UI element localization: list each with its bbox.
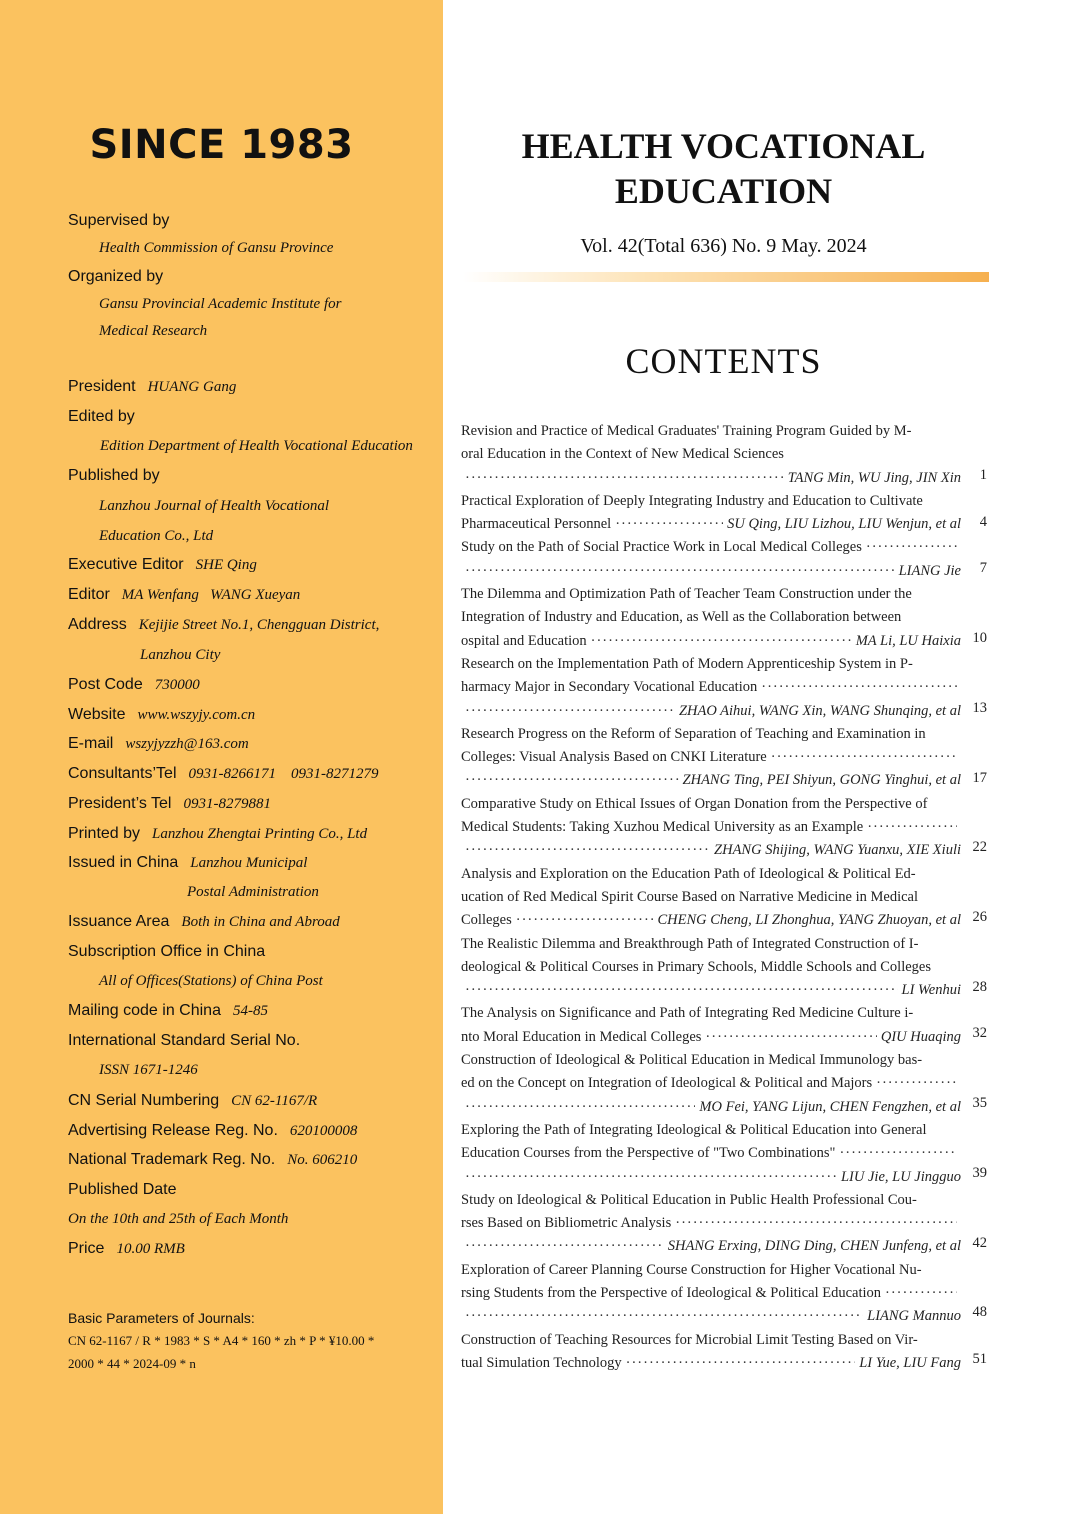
toc-entry[interactable] [461, 653, 961, 723]
toc-title-line: ucation of Red Medical Spirit Course Based on Narrative Medicine in Medical [461, 888, 919, 905]
printed-label: Printed by [68, 825, 141, 842]
president-label: President [68, 378, 136, 395]
toc-authors: CHENG Cheng, LI Zhonghua, YANG Zhuoyan, et al [657, 912, 961, 929]
toc-title-line [461, 746, 961, 769]
toc-author-line [461, 700, 961, 723]
consultants-value: 0931-8266171 0931-8271279 [188, 766, 379, 782]
exec-editor-line [68, 556, 257, 574]
organized-label: Organized by [68, 268, 164, 285]
toc-authors: LI Yue, LIU Fang [859, 1354, 961, 1371]
published-value-2: Education Co., Ltd [99, 528, 214, 544]
toc-author-line [461, 513, 961, 536]
toc-title-text: ed on the Concept on Integration of Ideological & Political and Majors [461, 1075, 873, 1092]
toc-author-line [461, 467, 961, 490]
toc-title-line: nto Moral Education in Medical Colleges [461, 1028, 702, 1045]
toc-title-text: Medical Students: Taking Xuzhou Medical University as an Example [461, 819, 864, 836]
dot-leader [866, 536, 957, 559]
adv-line [68, 1122, 357, 1140]
toc-entry[interactable] [461, 1189, 961, 1259]
toc-title-line: Construction of Ideological & Political Education in Medical Immunology bas- [461, 1052, 923, 1069]
trademark-value: No. 606210 [287, 1152, 358, 1168]
dot-leader [626, 1352, 856, 1375]
toc-entry[interactable] [461, 420, 961, 490]
toc-entry[interactable] [461, 1002, 961, 1049]
toc-title-line: Study on Ideological & Political Education in Public Health Professional Cou- [461, 1191, 917, 1208]
toc-page-number: 10 [972, 630, 987, 646]
editor-line [68, 586, 300, 604]
dot-leader [615, 513, 723, 536]
presidents-tel-value: 0931-8279881 [183, 796, 271, 812]
toc-title-line: Practical Exploration of Deeply Integrating Industry and Education to Cultivate [461, 492, 923, 509]
toc-authors: ZHAO Aihui, WANG Xin, WANG Shunqing, et al [678, 702, 961, 719]
toc-authors: LIANG Jie [898, 562, 961, 579]
toc-title-line [461, 1282, 961, 1305]
toc-authors: SHANG Erxing, DING Ding, CHEN Junfeng, et al [667, 1238, 961, 1255]
toc-entry[interactable] [461, 933, 961, 1003]
issuance-value: Both in China and Abroad [181, 914, 340, 930]
toc-author-line [461, 909, 961, 932]
toc-list [461, 420, 961, 1375]
address-line [68, 616, 379, 634]
toc-authors: LI Wenhui [901, 982, 961, 999]
toc-title-line [461, 676, 961, 699]
website-label: Website [68, 706, 126, 723]
basic-params-line-2: 2000 * 44 * 2024-09 * n [68, 1356, 196, 1371]
toc-entry[interactable] [461, 583, 961, 653]
cn-label: CN Serial Numbering [68, 1092, 220, 1109]
toc-page-number: 28 [972, 979, 987, 995]
toc-title-line: Integration of Industry and Education, as Well as the Collaboration between [461, 609, 902, 626]
toc-title-line [461, 816, 961, 839]
printed-value: Lanzhou Zhengtai Printing Co., Ltd [152, 826, 368, 842]
dot-leader [465, 839, 710, 862]
toc-title-text: Colleges: Visual Analysis Based on CNKI Literature [461, 749, 767, 766]
toc-author-line [461, 1305, 961, 1328]
dot-leader [876, 1072, 957, 1095]
address-value-1: Kejijie Street No.1, Chengguan District, [138, 617, 380, 633]
journal-title [463, 124, 984, 214]
basic-params-line-1: CN 62-1167 / R * 1983 * S * A4 * 160 * zh * P * ¥10.00 * [68, 1333, 375, 1348]
trademark-label: National Trademark Reg. No. [68, 1151, 276, 1168]
toc-title-text: harmacy Major in Secondary Vocational Education [461, 679, 758, 696]
edited-value: Edition Department of Health Vocational Education [100, 438, 413, 454]
toc-title-line: The Analysis on Significance and Path of Integrating Red Medicine Culture i- [461, 1005, 914, 1022]
trademark-line [68, 1151, 357, 1169]
toc-author-line [461, 560, 961, 583]
published-label: Published by [68, 467, 160, 484]
adv-label: Advertising Release Reg. No. [68, 1122, 278, 1139]
toc-title-line: Exploration of Career Planning Course Construction for Higher Vocational Nu- [461, 1261, 922, 1278]
toc-title-line: Exploring the Path of Integrating Ideological & Political Education into General [461, 1121, 927, 1138]
toc-page-number: 32 [972, 1025, 987, 1041]
dot-leader [465, 467, 784, 490]
toc-title-text: rses Based on Bibliometric Analysis [461, 1215, 672, 1232]
cn-line [68, 1092, 317, 1110]
toc-title-line [461, 1212, 961, 1235]
presidents-tel-line [68, 795, 271, 813]
toc-title-line: Revision and Practice of Medical Graduates' Training Program Guided by M- [461, 423, 912, 439]
toc-title-line: The Realistic Dilemma and Breakthrough Path of Integrated Construction of I- [461, 935, 919, 952]
dot-leader [465, 1166, 837, 1189]
edited-label: Edited by [68, 408, 135, 425]
toc-title-line: oral Education in the Context of New Medical Sciences [461, 446, 784, 463]
toc-title-line: Pharmaceutical Personnel [461, 516, 612, 533]
dot-leader [867, 816, 957, 839]
issuance-line [68, 913, 340, 931]
toc-title-line: Research on the Implementation Path of Modern Apprenticeship System in P- [461, 655, 913, 672]
issuance-label: Issuance Area [68, 913, 170, 930]
issn-label: International Standard Serial No. [68, 1032, 301, 1049]
toc-page-number: 1 [979, 467, 987, 483]
toc-title-line [461, 536, 961, 559]
website-value: www.wszyjy.com.cn [137, 707, 256, 723]
organized-value-1: Gansu Provincial Academic Institute for [99, 296, 342, 312]
toc-title-text: rsing Students from the Perspective of Ideological & Political Education [461, 1284, 882, 1301]
toc-author-line [461, 1166, 961, 1189]
toc-title-line: Colleges [461, 912, 512, 929]
toc-author-line [461, 1096, 961, 1119]
presidents-tel-label: President’s Tel [68, 795, 172, 812]
website-line [68, 706, 255, 724]
consultants-line [68, 765, 379, 783]
issued-label: Issued in China [68, 854, 179, 871]
published-value-1: Lanzhou Journal of Health Vocational [99, 498, 329, 514]
toc-entry[interactable] [461, 1329, 961, 1376]
toc-page-number: 51 [972, 1351, 987, 1367]
toc-authors: SU Qing, LIU Lizhou, LIU Wenjun, et al [727, 516, 961, 533]
toc-title-line: Construction of Teaching Resources for Microbial Limit Testing Based on Vir- [461, 1331, 918, 1348]
dot-leader [465, 1096, 695, 1119]
toc-entry[interactable] [461, 723, 961, 793]
postcode-line [68, 676, 200, 694]
toc-page-number: 22 [972, 839, 987, 855]
email-value: wszyjyzzh@163.com [125, 736, 249, 752]
mailing-line [68, 1002, 268, 1020]
toc-page-number: 17 [972, 770, 987, 786]
dot-leader [465, 769, 679, 792]
journal-title-line-2: EDUCATION [614, 171, 833, 211]
exec-editor-value: SHE Qing [195, 557, 257, 573]
subscription-label: Subscription Office in China [68, 943, 266, 960]
journal-title-line-1: HEALTH VOCATIONAL [521, 126, 926, 166]
toc-page-number: 48 [972, 1304, 987, 1320]
toc-title-line: Analysis and Exploration on the Education Path of Ideological & Political Ed- [461, 865, 916, 882]
toc-authors: ZHANG Shijing, WANG Yuanxu, XIE Xiuli [714, 842, 961, 859]
toc-entry[interactable] [461, 1259, 961, 1329]
dot-leader [465, 1235, 664, 1258]
toc-entry[interactable] [461, 1119, 961, 1189]
toc-authors: MO Fei, YANG Lijun, CHEN Fengzhen, et al [699, 1098, 961, 1115]
pubdate-value: On the 10th and 25th of Each Month [68, 1211, 289, 1227]
consultants-label: Consultants’Tel [68, 765, 177, 782]
toc-title-line: Research Progress on the Reform of Separation of Teaching and Examination in [461, 725, 926, 742]
dot-leader [885, 1282, 957, 1305]
pubdate-label: Published Date [68, 1181, 177, 1198]
toc-authors: ZHANG Ting, PEI Shiyun, GONG Yinghui, et al [682, 772, 961, 789]
price-line [68, 1240, 185, 1258]
since-heading: SINCE 1983 [89, 122, 354, 168]
toc-title-line [461, 1072, 961, 1095]
dot-leader [839, 1142, 957, 1165]
toc-title-text: Education Courses from the Perspective of "Two Combinations" [461, 1145, 836, 1162]
dot-leader [705, 1026, 876, 1049]
supervised-value: Health Commission of Gansu Province [99, 240, 334, 256]
dot-leader [465, 979, 898, 1002]
toc-page-number: 35 [972, 1095, 987, 1111]
price-label: Price [68, 1240, 105, 1257]
organized-value-2: Medical Research [99, 323, 208, 339]
toc-author-line [461, 769, 961, 792]
toc-page-number: 42 [972, 1235, 987, 1251]
president-line [68, 378, 236, 396]
toc-authors: MA Li, LU Haixia [855, 632, 961, 649]
toc-title-text: Study on the Path of Social Practice Work in Local Medical Colleges [461, 539, 862, 556]
toc-entry[interactable] [461, 863, 961, 933]
price-value: 10.00 RMB [116, 1241, 185, 1257]
dot-leader [465, 700, 675, 723]
email-label: E-mail [68, 735, 114, 752]
contents-heading: CONTENTS [625, 341, 822, 381]
toc-title-line: tual Simulation Technology [461, 1354, 622, 1371]
volume-issue: Vol. 42(Total 636) No. 9 May. 2024 [580, 235, 867, 257]
postcode-label: Post Code [68, 676, 143, 693]
toc-title-line: ospital and Education [461, 632, 587, 649]
toc-title-line: deological & Political Courses in Primary Schools, Middle Schools and Colleges [461, 958, 931, 975]
email-line [68, 735, 249, 753]
issn-value: ISSN 1671-1246 [99, 1062, 198, 1078]
toc-title-line: Comparative Study on Ethical Issues of Organ Donation from the Perspective of [461, 795, 928, 812]
toc-authors: QIU Huaqing [880, 1028, 961, 1045]
toc-authors: TANG Min, WU Jing, JIN Xin [787, 469, 961, 486]
printed-line [68, 825, 367, 843]
toc-authors: LIU Jie, LU Jingguo [840, 1168, 961, 1185]
dot-leader [771, 746, 957, 769]
dot-leader [761, 676, 957, 699]
basic-params-label: Basic Parameters of Journals: [68, 1310, 255, 1326]
toc-entry[interactable] [461, 1049, 961, 1119]
toc-author-line [461, 1352, 961, 1375]
issued-value-2: Postal Administration [187, 884, 319, 900]
header-gradient-bar [463, 272, 989, 282]
adv-value: 620100008 [289, 1123, 358, 1139]
toc-title-line [461, 1142, 961, 1165]
toc-page-number: 13 [972, 700, 987, 716]
dot-leader [516, 909, 654, 932]
toc-author-line [461, 630, 961, 653]
dot-leader [675, 1212, 957, 1235]
toc-author-line [461, 839, 961, 862]
toc-title-line: The Dilemma and Optimization Path of Teacher Team Construction under the [461, 586, 912, 603]
editor-label: Editor [68, 586, 110, 603]
toc-page-number: 4 [979, 514, 987, 530]
toc-page-number: 7 [979, 560, 987, 576]
toc-authors: LIANG Mannuo [867, 1308, 961, 1325]
toc-entry[interactable] [461, 793, 961, 863]
postcode-value: 730000 [154, 677, 200, 693]
toc-entry[interactable] [461, 536, 961, 583]
editor-value: MA Wenfang WANG Xueyan [121, 587, 301, 603]
address-label: Address [68, 616, 127, 633]
address-value-2: Lanzhou City [140, 647, 221, 663]
dot-leader [591, 630, 852, 653]
supervised-label: Supervised by [68, 212, 170, 229]
dot-leader [465, 560, 895, 583]
toc-entry[interactable] [461, 490, 961, 537]
masthead-panel [0, 0, 443, 1514]
mailing-label: Mailing code in China [68, 1002, 221, 1019]
subscription-value: All of Offices(Stations) of China Post [99, 973, 323, 989]
cn-value: CN 62-1167/R [231, 1093, 318, 1109]
toc-page-number: 39 [972, 1165, 987, 1181]
toc-author-line [461, 1235, 961, 1258]
issued-line [68, 854, 307, 872]
president-value: HUANG Gang [147, 379, 237, 395]
toc-author-line [461, 1026, 961, 1049]
toc-page-number: 26 [972, 909, 987, 925]
mailing-value: 54-85 [232, 1003, 268, 1019]
issued-value-1: Lanzhou Municipal [190, 855, 308, 871]
toc-author-line [461, 979, 961, 1002]
dot-leader [465, 1305, 863, 1328]
exec-editor-label: Executive Editor [68, 556, 184, 573]
